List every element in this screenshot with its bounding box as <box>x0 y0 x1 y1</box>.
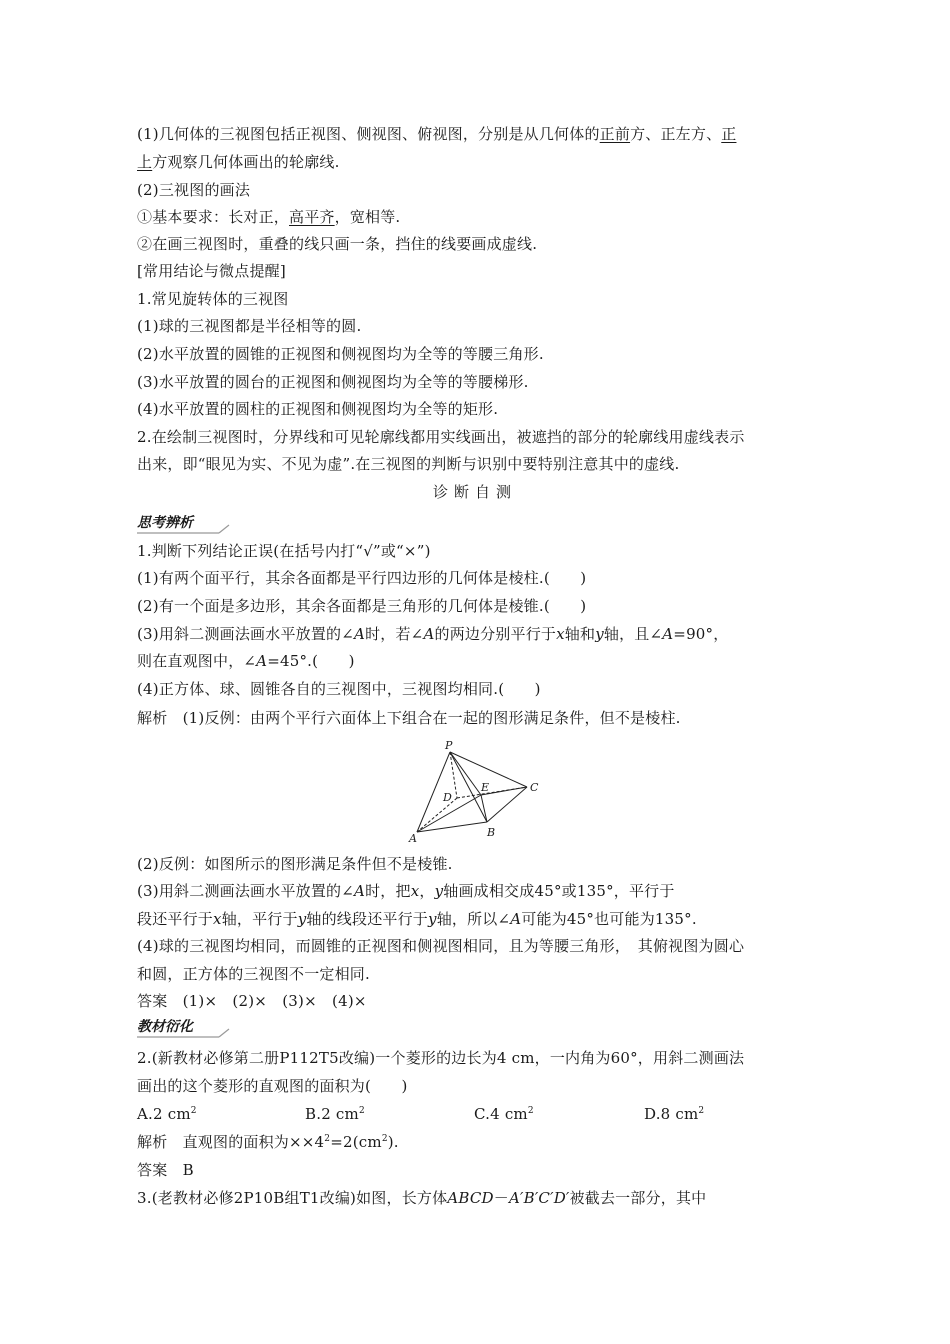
text-line: (4)球的三视图均相同，而圆锥的正视图和侧视图相同，且为等腰三角形， 其俯视图为圆心 <box>137 937 745 955</box>
math-var: ABCD <box>447 1189 494 1207</box>
text-line <box>137 207 400 227</box>
superscript: 2 <box>358 1106 365 1116</box>
math-var: A <box>354 882 366 900</box>
label-B: B <box>487 826 496 839</box>
choice-option-c <box>474 1104 534 1124</box>
math-var: A <box>510 910 522 928</box>
text-run: (3)用斜二测画法画水平放置的∠ <box>137 882 355 900</box>
text-run: 轴，平行于 <box>221 910 298 928</box>
text-run: 时，把 <box>365 882 411 900</box>
text-run: 可能为45°也可能为135°. <box>521 910 697 928</box>
choice-text: A.2 cm <box>137 1105 191 1123</box>
text-line: 解析 (1)反例：由两个平行六面体上下组合在一起的图形满足条件，但不是棱柱. <box>137 709 681 727</box>
text-line: ②在画三视图时，重叠的线只画一条，挡住的线要画成虚线. <box>137 235 538 253</box>
superscript: 2 <box>381 1134 388 1144</box>
superscript: 2 <box>324 1134 331 1144</box>
math-var: A <box>662 625 674 643</box>
text-line <box>137 651 355 671</box>
underlined-term: 上 <box>137 153 153 171</box>
text-run: 的两边分别平行于 <box>434 625 557 643</box>
text-line <box>137 909 697 929</box>
math-var: y <box>595 625 604 643</box>
text-line <box>137 152 340 172</box>
text-run: － <box>493 1189 509 1207</box>
section-tag <box>137 512 193 534</box>
math-var: x <box>213 910 222 928</box>
superscript: 2 <box>698 1106 705 1116</box>
answer-line: 答案 B <box>137 1161 194 1179</box>
choice-text: D.8 cm <box>644 1105 699 1123</box>
text-run: 时，若∠ <box>365 625 424 643</box>
math-var: x <box>556 625 565 643</box>
text-line: (1)有两个面平行，其余各面都是平行四边形的几何体是棱柱.( ) <box>137 569 587 587</box>
text-run: 轴画成相交成45°或135°，平行于 <box>443 882 675 900</box>
text-line: 2.(新教材必修第二册P112T5改编)一个菱形的边长为4 cm，一内角为60°，用斜二测画法 <box>137 1049 745 1067</box>
text-run: 3.(老教材必修2P10B组T1改编)如图，长方体 <box>137 1189 448 1207</box>
choice-option-d <box>644 1104 704 1124</box>
text-run: =90°， <box>673 625 729 643</box>
text-run: (1)几何体的三视图包括正视图、侧视图、俯视图，分别是从几何体的 <box>137 125 600 143</box>
text-run: 轴的线段还平行于 <box>306 910 428 928</box>
choice-option-b <box>305 1104 365 1124</box>
underlined-term: 正 <box>721 125 737 143</box>
section-tag-label: 教材衍化 <box>137 1019 193 1035</box>
text-line <box>137 124 736 144</box>
text-line: (4)水平放置的圆柱的正视图和侧视图均为全等的矩形. <box>137 400 499 418</box>
superscript: 2 <box>527 1106 534 1116</box>
choice-text: B.2 cm <box>305 1105 359 1123</box>
section-heading: 诊断自测 <box>432 483 517 501</box>
math-var: y <box>297 910 307 928</box>
text-run: =45°.( ) <box>267 652 355 670</box>
text-run: 轴，且∠ <box>603 625 663 643</box>
math-var: A <box>354 625 366 643</box>
text-run: 轴和 <box>564 625 596 643</box>
text-line <box>137 624 728 644</box>
text-line <box>137 1132 399 1152</box>
section-tag-label: 思考辨析 <box>137 515 193 531</box>
superscript: 2 <box>190 1106 197 1116</box>
text-line: (2)有一个面是多边形，其余各面都是三角形的几何体是棱锥.( ) <box>137 597 587 615</box>
text-line: 出来，即“眼见为实、不见为虚”.在三视图的判断与识别中要特别注意其中的虚线. <box>137 455 680 473</box>
edge-AB <box>417 822 487 832</box>
label-C: C <box>530 781 539 794</box>
answer-line: 答案 (1)× (2)× (3)× (4)× <box>137 992 367 1010</box>
text-run: ， <box>419 882 435 900</box>
text-line: (3)水平放置的圆台的正视图和侧视图均为全等的等腰梯形. <box>137 373 529 391</box>
underlined-term: 高平齐 <box>289 208 335 226</box>
text-line: (1)球的三视图都是半径相等的圆. <box>137 317 362 335</box>
text-run: ). <box>387 1133 399 1151</box>
edge-EB <box>481 795 487 822</box>
text-line: 2.在绘制三视图时，分界线和可见轮廓线都用实线画出，被遮挡的部分的轮廓线用虚线表示 <box>137 428 745 446</box>
text-run: ①基本要求：长对正， <box>137 208 290 226</box>
text-run: 被截去一部分，其中 <box>569 1189 707 1207</box>
choice-text: C.4 cm <box>474 1105 528 1123</box>
text-run: 轴，所以∠ <box>436 910 511 928</box>
text-line: (2)水平放置的圆锥的正视图和侧视图均为全等的等腰三角形. <box>137 345 544 363</box>
text-line: (2)反例：如图所示的图形满足条件但不是棱锥. <box>137 855 453 873</box>
text-line <box>137 1188 706 1208</box>
math-var: y <box>434 882 444 900</box>
text-line: 1.常见旋转体的三视图 <box>137 290 289 308</box>
choice-option-a <box>137 1104 197 1124</box>
text-line: [常用结论与微点提醒] <box>137 262 286 280</box>
text-run: =2(cm <box>330 1133 382 1151</box>
text-run: ，宽相等. <box>334 208 401 226</box>
text-line: 和圆，正方体的三视图不一定相同. <box>137 965 370 983</box>
text-line: (2)三视图的画法 <box>137 181 251 199</box>
text-run: (3)用斜二测画法画水平放置的∠ <box>137 625 355 643</box>
text-run: 方观察几何体画出的轮廓线. <box>152 153 340 171</box>
label-A: A <box>409 832 417 844</box>
underlined-term: 正前 <box>599 125 631 143</box>
math-var: y <box>428 910 437 928</box>
text-run: 段还平行于 <box>137 910 214 928</box>
text-line: 画出的这个菱形的直观图的面积为( ) <box>137 1077 408 1095</box>
text-run: 方、正左方、 <box>630 125 722 143</box>
section-tag <box>137 1016 193 1038</box>
text-run: 则在直观图中，∠ <box>137 652 257 670</box>
text-line: 1.判断下列结论正误(在括号内打“√”或“×”) <box>137 542 431 560</box>
math-var: A <box>256 652 268 670</box>
text-line: (4)正方体、球、圆锥各自的三视图中，三视图均相同.( ) <box>137 680 541 698</box>
text-run: 解析 直观图的面积为××4 <box>137 1133 325 1151</box>
math-var: A <box>423 625 435 643</box>
pyramid-figure <box>405 740 545 844</box>
math-var: A′B′C′D′ <box>508 1189 570 1207</box>
math-var: x <box>410 882 420 900</box>
label-P: P <box>445 740 453 752</box>
edge-PE <box>450 752 481 795</box>
label-E: E <box>481 781 490 794</box>
text-line <box>137 881 675 901</box>
label-D: D <box>443 791 452 804</box>
